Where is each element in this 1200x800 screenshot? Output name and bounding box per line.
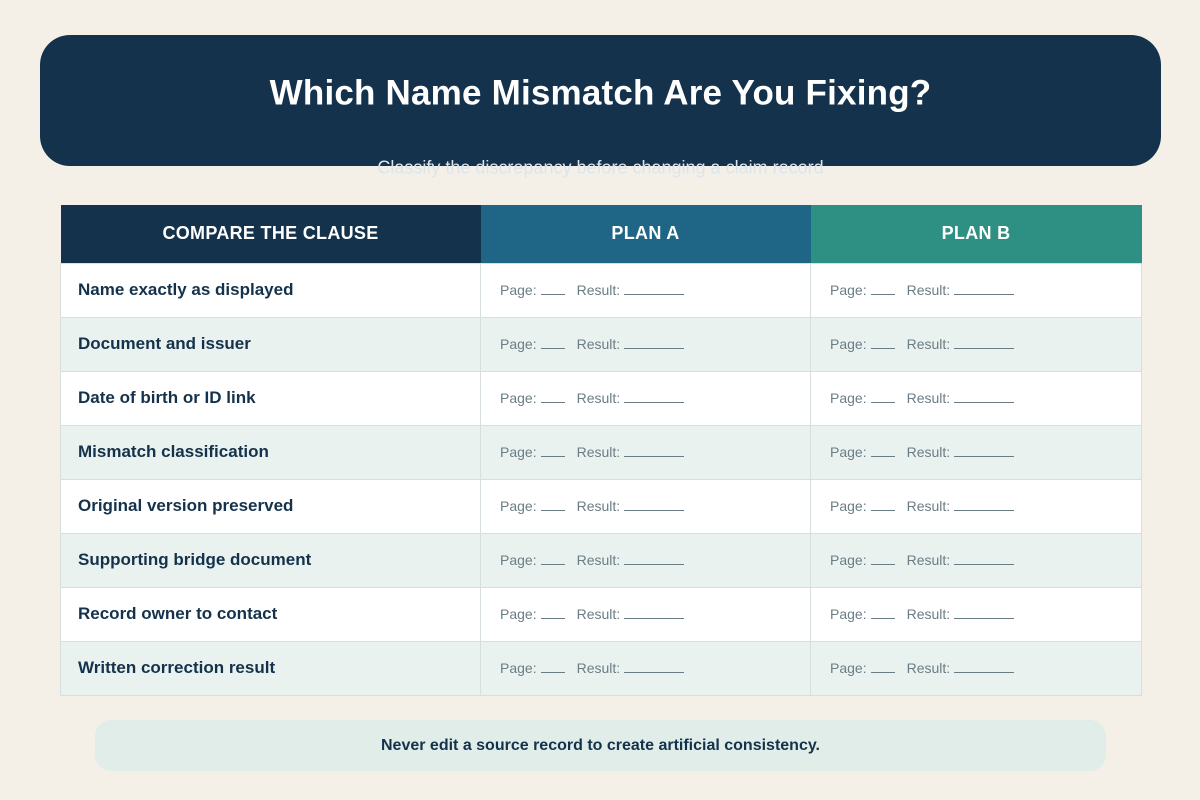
result-label: Result: [576,552,621,568]
table-row [61,425,1142,479]
page-label: Page: [500,660,537,676]
result-label: Result: [576,444,621,460]
plan-b-cell [811,587,1142,641]
page-blank-field[interactable] [541,499,565,511]
plan-a-cell [481,533,811,587]
page-label: Page: [500,606,537,622]
result-label: Result: [906,498,951,514]
page-label: Page: [500,444,537,460]
column-header-clause: COMPARE THE CLAUSE [61,205,481,263]
page-blank-field[interactable] [541,445,565,457]
clause-label: Record owner to contact [61,587,481,641]
result-label: Result: [576,390,621,406]
clause-label: Document and issuer [61,317,481,371]
result-blank-field[interactable] [954,661,1014,673]
result-blank-field[interactable] [624,607,684,619]
result-blank-field[interactable] [624,661,684,673]
footer-note: Never edit a source record to create artificial consistency. [95,720,1106,771]
table-row [61,641,1142,695]
result-blank-field[interactable] [624,337,684,349]
page-blank-field[interactable] [871,283,895,295]
result-blank-field[interactable] [954,445,1014,457]
table-header-row [61,205,1142,263]
page-blank-field[interactable] [541,391,565,403]
result-label: Result: [906,660,951,676]
page-blank-field[interactable] [871,553,895,565]
page-label: Page: [500,336,537,352]
page-blank-field[interactable] [541,607,565,619]
result-blank-field[interactable] [954,337,1014,349]
plan-b-cell [811,479,1142,533]
page-blank-field[interactable] [871,445,895,457]
page-label: Page: [830,552,867,568]
result-blank-field[interactable] [624,283,684,295]
plan-b-cell [811,641,1142,695]
column-header-plan-b: PLAN B [811,205,1142,263]
page-label: Page: [830,336,867,352]
result-label: Result: [576,498,621,514]
result-blank-field[interactable] [624,499,684,511]
plan-b-cell [811,371,1142,425]
plan-a-cell [481,371,811,425]
clause-label: Date of birth or ID link [61,371,481,425]
plan-a-cell [481,587,811,641]
result-label: Result: [906,552,951,568]
result-label: Result: [906,336,951,352]
header-banner [40,35,1161,178]
result-label: Result: [906,444,951,460]
result-blank-field[interactable] [954,283,1014,295]
page-blank-field[interactable] [871,661,895,673]
comparison-table [60,205,1142,696]
result-blank-field[interactable] [954,391,1014,403]
clause-label: Supporting bridge document [61,533,481,587]
table-row [61,263,1142,317]
page-label: Page: [830,390,867,406]
page-label: Page: [500,282,537,298]
result-label: Result: [576,282,621,298]
result-blank-field[interactable] [954,499,1014,511]
plan-b-cell [811,317,1142,371]
plan-a-cell [481,479,811,533]
page-blank-field[interactable] [871,337,895,349]
page-blank-field[interactable] [541,283,565,295]
column-header-plan-a: PLAN A [481,205,811,263]
result-label: Result: [576,336,621,352]
page-label: Page: [830,660,867,676]
table-row [61,533,1142,587]
plan-a-cell [481,641,811,695]
page-label: Page: [500,552,537,568]
page-blank-field[interactable] [541,661,565,673]
result-label: Result: [576,660,621,676]
page-blank-field[interactable] [871,499,895,511]
plan-a-cell [481,263,811,317]
table-body [61,263,1142,695]
result-blank-field[interactable] [624,553,684,565]
table-row [61,479,1142,533]
clause-label: Mismatch classification [61,425,481,479]
table-row [61,371,1142,425]
page-blank-field[interactable] [541,553,565,565]
result-blank-field[interactable] [624,391,684,403]
page-blank-field[interactable] [871,391,895,403]
page-label: Page: [500,498,537,514]
page-label: Page: [830,606,867,622]
page-title: Which Name Mismatch Are You Fixing? [269,73,932,113]
page-subtitle: Classify the discrepancy before changing a claim record [377,157,824,178]
plan-b-cell [811,533,1142,587]
clause-label: Name exactly as displayed [61,263,481,317]
result-label: Result: [906,282,951,298]
result-blank-field[interactable] [954,553,1014,565]
result-blank-field[interactable] [954,607,1014,619]
page-label: Page: [830,282,867,298]
plan-b-cell [811,425,1142,479]
clause-label: Written correction result [61,641,481,695]
result-label: Result: [906,606,951,622]
table-row [61,587,1142,641]
result-label: Result: [906,390,951,406]
result-label: Result: [576,606,621,622]
page-label: Page: [830,444,867,460]
clause-label: Original version preserved [61,479,481,533]
page-label: Page: [830,498,867,514]
result-blank-field[interactable] [624,445,684,457]
plan-a-cell [481,425,811,479]
table-row [61,317,1142,371]
page-label: Page: [500,390,537,406]
page-blank-field[interactable] [541,337,565,349]
plan-b-cell [811,263,1142,317]
plan-a-cell [481,317,811,371]
page-blank-field[interactable] [871,607,895,619]
